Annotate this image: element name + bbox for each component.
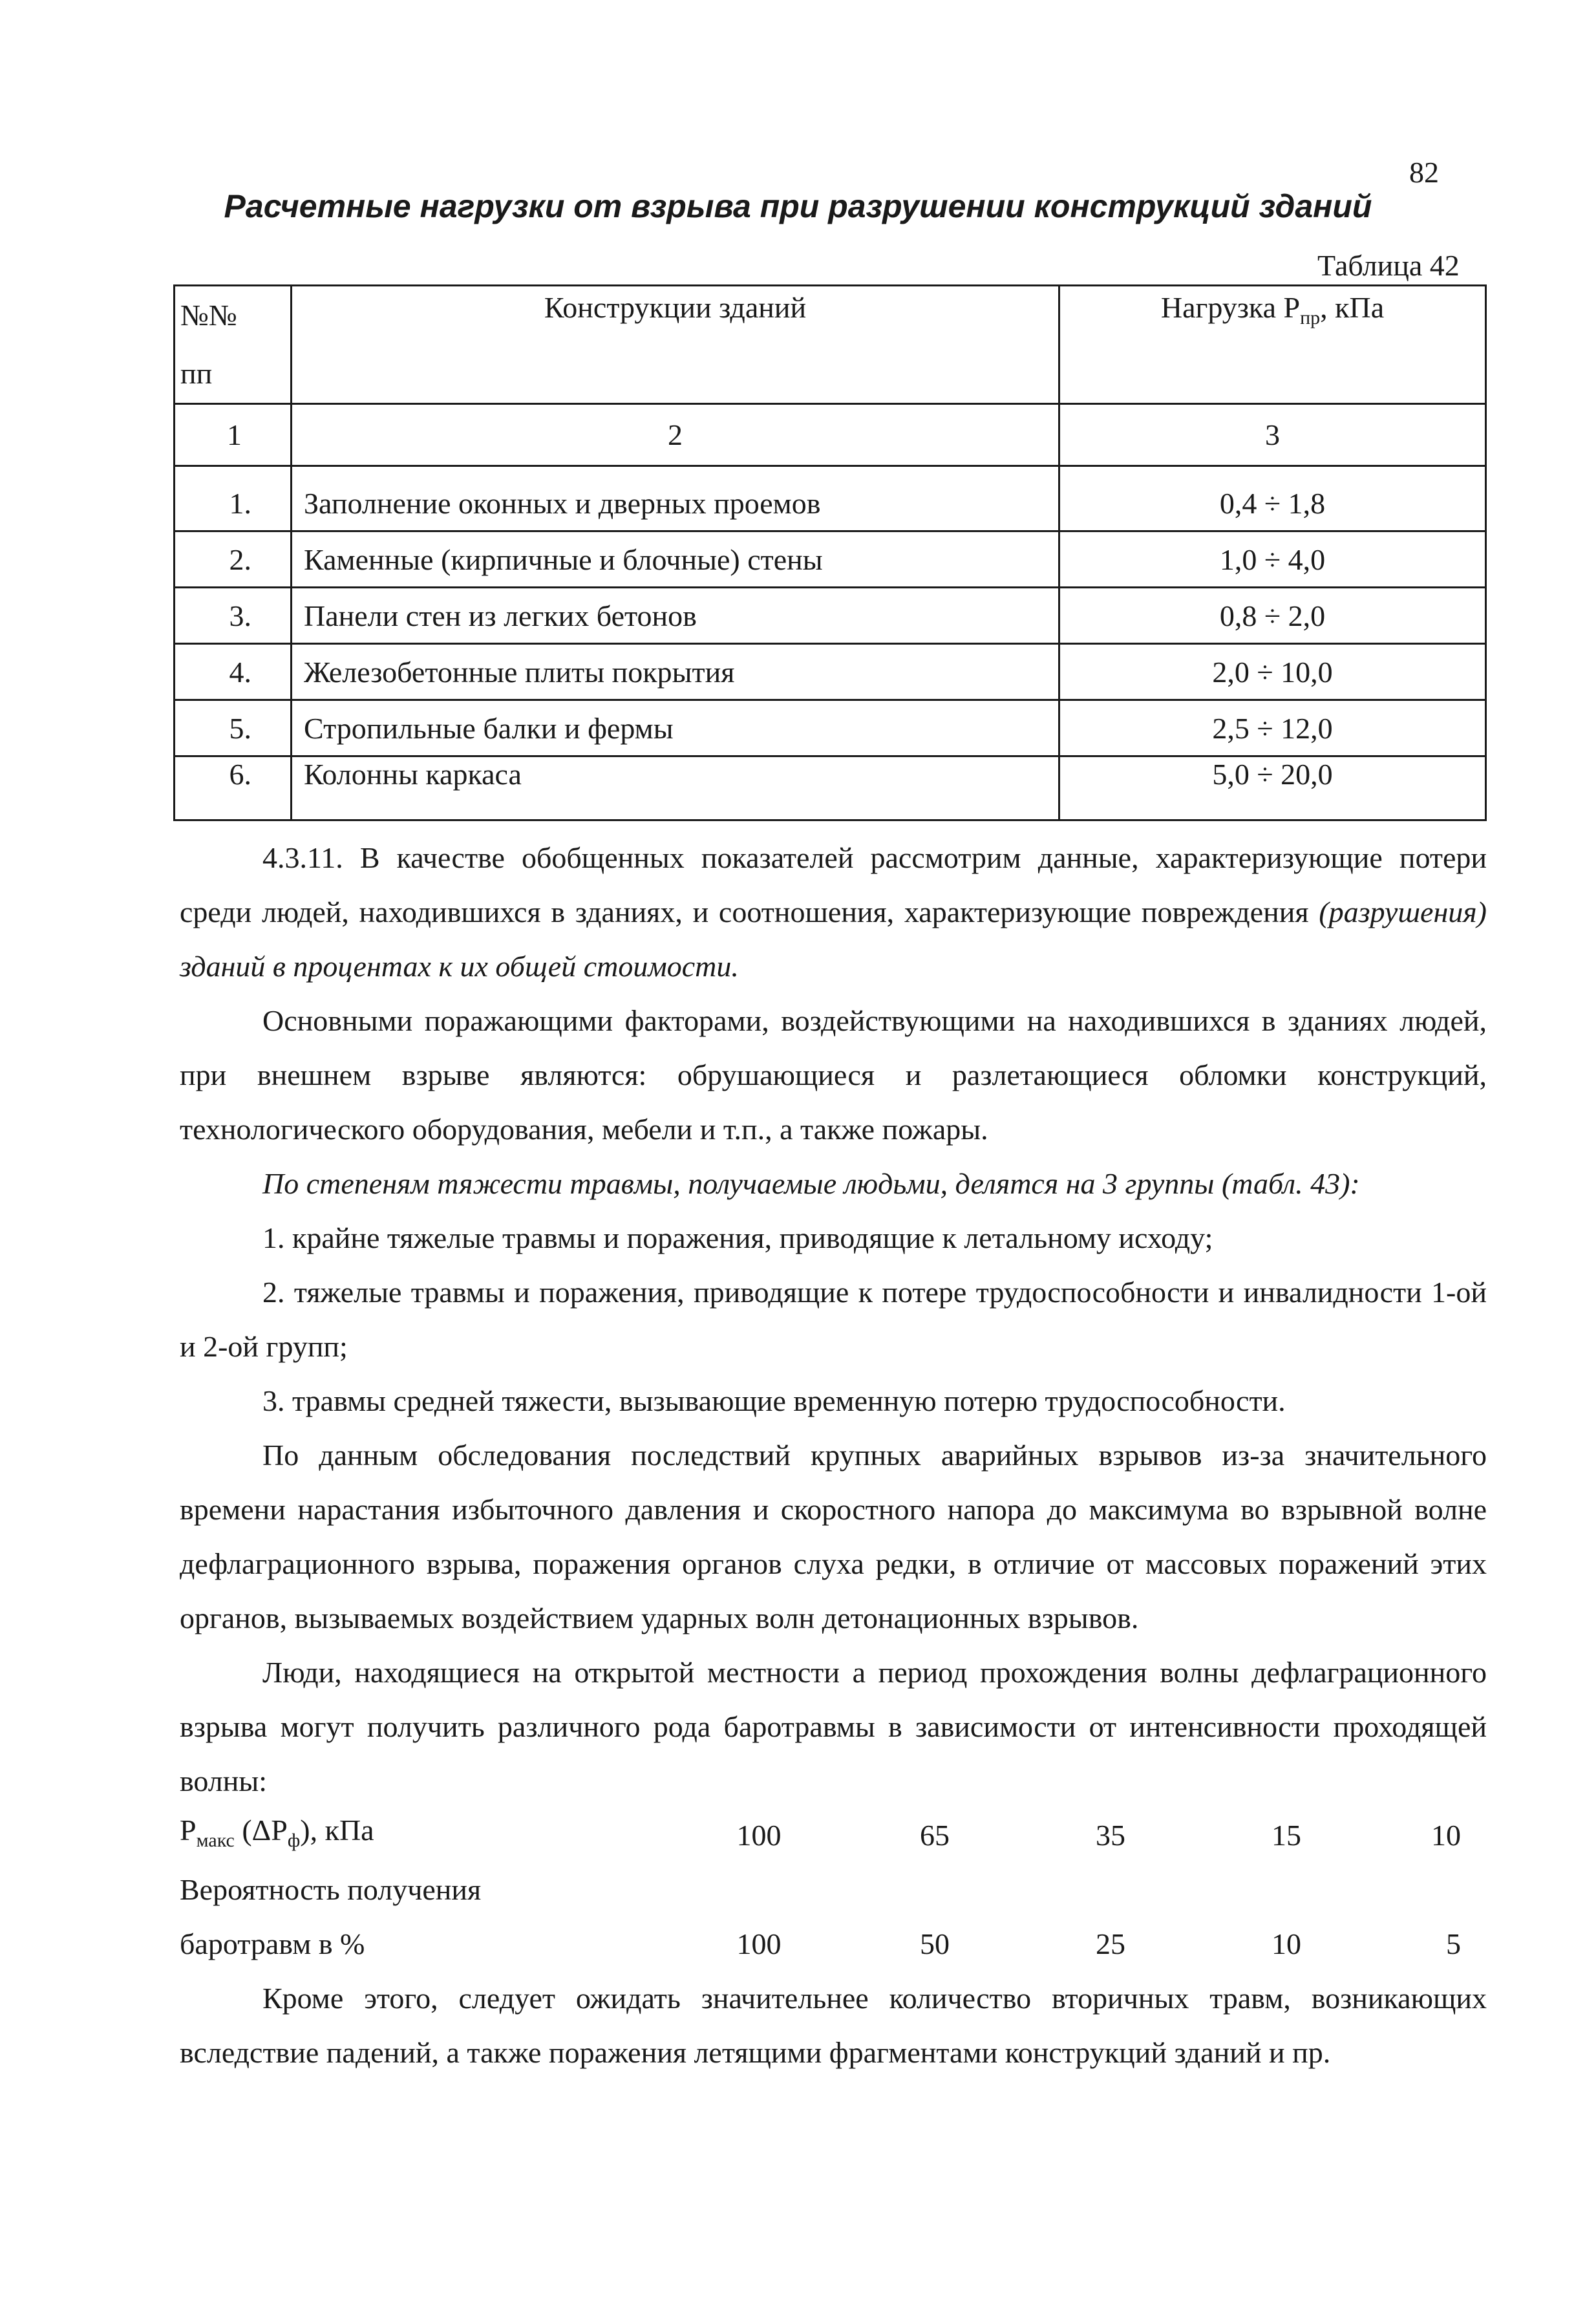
table-row [175, 644, 1486, 700]
probability-value: 10 [1271, 1927, 1301, 1960]
row-construction: Колонны каркаса [292, 756, 1059, 820]
table-header-row [175, 286, 1486, 404]
pressure-value: 15 [1271, 1819, 1301, 1852]
paragraph-damage-factors: Основными поражающими факторами, воздействующими на находившихся в зданиях людей, при внешнем взрыве являются: обрушающиеся и разлетающиеся обломки конструкций, технологического оборудования, мебели и т.п., а также пожары. [180, 1004, 1487, 1146]
probability-label-row [180, 1863, 1487, 1917]
probability-value: 5 [1446, 1927, 1461, 1960]
row-load: 1,0 ÷ 4,0 [1059, 531, 1486, 588]
row-load: 5,0 ÷ 20,0 [1059, 756, 1486, 820]
pressure-label-sub2: ф [287, 1830, 301, 1852]
row-load: 0,8 ÷ 2,0 [1059, 588, 1486, 644]
row-load: 2,5 ÷ 12,0 [1059, 700, 1486, 756]
header-load [1059, 286, 1486, 404]
page-number: 82 [1409, 156, 1439, 189]
pressure-value: 10 [1431, 1819, 1461, 1852]
table-row [175, 531, 1486, 588]
list-item: 3. травмы средней тяжести, вызывающие временную потерю трудоспособности. [262, 1384, 1286, 1417]
row-number: 5. [175, 700, 292, 756]
pressure-label-sub: макс [196, 1830, 235, 1852]
probability-row [180, 1917, 1487, 1971]
paragraph-4-3-11 [180, 831, 1487, 994]
row-load: 2,0 ÷ 10,0 [1059, 644, 1486, 700]
row-number: 3. [175, 588, 292, 644]
row-construction: Панели стен из легких бетонов [292, 588, 1059, 644]
paragraph-italic-text: (разрушения) зданий в процентах к их общей стоимости. [180, 895, 1487, 983]
pressure-label-mid: (ΔР [234, 1813, 288, 1847]
probability-value: 50 [920, 1927, 950, 1960]
row-construction: Каменные (кирпичные и блочные) стены [292, 531, 1059, 588]
loads-table [173, 284, 1487, 821]
row-load: 0,4 ÷ 1,8 [1059, 466, 1486, 531]
table-index-row [175, 404, 1486, 466]
row-number: 1. [175, 466, 292, 531]
table-row [175, 700, 1486, 756]
header-load-main: Нагрузка Р [1160, 291, 1301, 324]
header-load-sub: пр [1300, 307, 1321, 329]
paragraph-injury-groups: По степеням тяжести травмы, получаемые людьми, делятся на 3 группы (табл. 43): [262, 1167, 1360, 1200]
header-num [175, 286, 292, 404]
pressure-value: 65 [920, 1819, 950, 1852]
pressure-label [180, 1803, 671, 1868]
row-number: 2. [175, 531, 292, 588]
row-construction: Заполнение оконных и дверных проемов [292, 466, 1059, 531]
paragraph-text: 4.3.11. В качестве обобщенных показателей рассмотрим данные, характеризующие потери среди людей, находившихся в зданиях, и соотношения, характеризующие повреждения [180, 841, 1487, 928]
row-construction: Железобетонные плиты покрытия [292, 644, 1059, 700]
pressure-row [180, 1808, 1487, 1863]
page-title: Расчетные нагрузки от взрыва при разрушении конструкций зданий [224, 188, 1372, 224]
probability-label-line1: Вероятность получения [180, 1873, 482, 1906]
pressure-value: 35 [1096, 1819, 1125, 1852]
index-cell: 1 [175, 404, 292, 466]
list-item: 1. крайне тяжелые травмы и поражения, приводящие к летальному исходу; [262, 1221, 1213, 1254]
list-item: 2. тяжелые травмы и поражения, приводящие к потере трудоспособности и инвалидности 1-ой и 2-ой групп; [180, 1276, 1487, 1363]
row-number: 6. [175, 756, 292, 820]
table-row [175, 588, 1486, 644]
table-label: Таблица 42 [1317, 249, 1460, 282]
row-construction: Стропильные балки и фермы [292, 700, 1059, 756]
paragraph-hearing-damage: По данным обследования последствий крупных аварийных взрывов из-за значительного времени нарастания избыточного давления и скоростного напора до максимума во взрывной волне дефлаграционного взрыва, поражения органов слуха редки, в отличие от массовых поражений этих органов, вызываемых воздействием ударных волн детонационных взрывов. [180, 1439, 1487, 1634]
index-cell: 3 [1059, 404, 1486, 466]
paragraph-secondary-injuries: Кроме этого, следует ожидать значительнее количество вторичных травм, возникающих вследствие падений, а также поражения летящими фрагментами конструкций зданий и пр. [180, 1982, 1487, 2069]
probability-value: 100 [736, 1927, 782, 1960]
table-row [175, 466, 1486, 531]
table-row [175, 756, 1486, 820]
row-number: 4. [175, 644, 292, 700]
probability-label-line2: баротравм в % [180, 1927, 365, 1960]
paragraph-barotrauma: Люди, находящиеся на открытой местности а период прохождения волны дефлаграционного взрыва могут получить различного рода баротравмы в зависимости от интенсивности проходящей волны: [180, 1656, 1487, 1797]
index-cell: 2 [292, 404, 1059, 466]
barotrauma-table [180, 1808, 1487, 1971]
pressure-label-end: ), кПа [300, 1813, 374, 1847]
header-construction: Конструкции зданий [292, 286, 1059, 404]
pressure-label-main: Р [180, 1813, 197, 1847]
header-num-line2: пп [180, 357, 213, 390]
body-text [180, 831, 1487, 2080]
probability-value: 25 [1096, 1927, 1125, 1960]
pressure-value: 100 [736, 1819, 782, 1852]
header-load-unit: , кПа [1320, 291, 1385, 324]
header-num-line1: №№ [180, 299, 237, 332]
